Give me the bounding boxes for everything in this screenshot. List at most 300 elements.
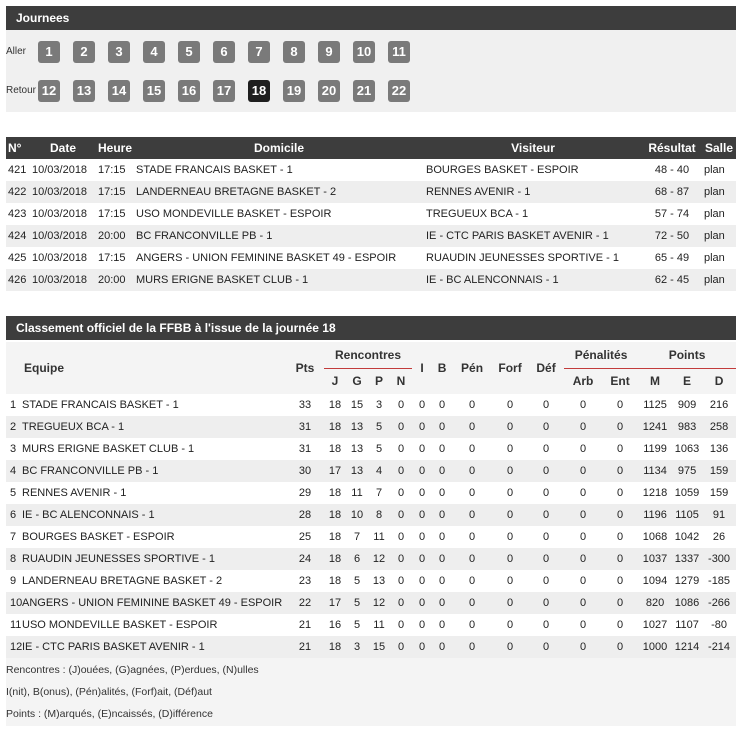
match-date: 10/03/2018 [32,186,88,198]
stat-j: 17 [328,597,342,609]
match-row [6,159,736,181]
stat-forf: 0 [506,531,514,543]
standings-row [6,416,736,438]
col-forf: Forf [498,361,522,375]
team-name: MURS ERIGNE BASKET CLUB - 1 [22,443,195,455]
match-date: 10/03/2018 [32,274,88,286]
stat-i: 0 [418,597,426,609]
stat-e: 1059 [674,487,700,499]
stat-def: 0 [542,641,550,653]
stat-pen: 0 [468,399,476,411]
team-cell [6,548,286,570]
match-visiteur: IE - BC ALENCONNAIS - 1 [426,274,559,286]
stat-e: 1086 [674,597,700,609]
day-button-9[interactable]: 9 [318,41,340,63]
stat-i: 0 [418,443,426,455]
stat-m: 1241 [642,421,668,433]
stat-j: 18 [328,575,342,587]
stat-pts: 24 [298,553,312,565]
stat-b: 0 [438,619,446,631]
stat-ent: 0 [616,641,624,653]
match-visiteur: RUAUDIN JEUNESSES SPORTIVE - 1 [426,252,619,264]
stat-forf: 0 [506,399,514,411]
col-heure: Heure [98,141,133,155]
day-button-2[interactable]: 2 [73,41,95,63]
stat-n: 0 [397,619,405,631]
stat-def: 0 [542,619,550,631]
match-domicile: BC FRANCONVILLE PB - 1 [136,230,273,242]
col-def: Déf [536,361,556,375]
team-name: RUAUDIN JEUNESSES SPORTIVE - 1 [22,553,215,565]
journees-title: Journees [16,11,70,25]
stat-n: 0 [397,597,405,609]
team-rank: 2 [10,421,17,433]
col-i: I [420,361,424,375]
team-rank: 11 [10,619,22,631]
match-heure: 17:15 [98,208,126,220]
stat-i: 0 [418,619,426,631]
standings-row [6,614,736,636]
team-cell [6,614,286,636]
col-p: P [374,374,383,389]
journees-header [6,6,736,30]
stat-pen: 0 [468,487,476,499]
stat-m: 1134 [643,465,667,477]
stat-pts: 33 [298,399,312,411]
stat-g: 10 [350,509,364,521]
stat-b: 0 [438,641,446,653]
stat-pts: 25 [298,531,312,543]
day-button-21[interactable]: 21 [353,80,375,102]
stat-p: 3 [375,399,383,411]
match-salle[interactable]: plan [704,208,725,220]
stat-arb: 0 [579,487,587,499]
col-ent: Ent [610,374,630,389]
team-cell [6,394,286,416]
stat-pen: 0 [468,641,476,653]
day-button-6[interactable]: 6 [213,41,235,63]
stat-arb: 0 [579,509,587,521]
team-cell [6,482,286,504]
stat-ent: 0 [616,553,624,565]
stat-d: 91 [712,509,726,521]
team-name: BOURGES BASKET - ESPOIR [22,531,175,543]
team-rank: 12 [10,641,23,653]
standings-row [6,592,736,614]
col-visiteur: Visiteur [511,141,555,155]
stat-m: 1000 [642,641,668,653]
stat-p: 5 [375,443,383,455]
day-button-16[interactable]: 16 [178,80,200,102]
stat-i: 0 [418,575,426,587]
stat-g: 5 [353,597,361,609]
stat-forf: 0 [506,465,514,477]
stat-m: 1068 [642,531,668,543]
col-g: G [352,374,362,389]
stat-m: 1196 [643,509,667,521]
stat-def: 0 [542,531,550,543]
standings-row [6,438,736,460]
stat-j: 18 [328,553,342,565]
col-arb: Arb [572,374,594,389]
col-equipe: Equipe [24,361,65,375]
stat-ent: 0 [616,487,624,499]
stat-d: -214 [708,641,731,653]
stat-pts: 28 [298,509,312,521]
stat-pts: 31 [298,421,312,433]
stat-pen: 0 [468,443,476,455]
stat-m: 1218 [642,487,668,499]
stat-def: 0 [542,597,550,609]
stat-e: 1107 [675,619,699,631]
stat-j: 18 [328,531,342,543]
standings-row [6,460,736,482]
matches-header-row [6,137,736,159]
stat-pts: 23 [298,575,312,587]
standings-row [6,504,736,526]
stat-arb: 0 [579,421,587,433]
match-visiteur: BOURGES BASKET - ESPOIR [426,164,579,176]
stat-e: 1042 [674,531,700,543]
stat-d: -185 [708,575,731,587]
match-resultat: 65 - 49 [654,252,690,264]
match-row [6,203,736,225]
stat-j: 18 [328,509,342,521]
stat-n: 0 [397,531,405,543]
stat-ent: 0 [616,509,624,521]
stat-d: -300 [708,553,731,565]
stat-m: 1199 [643,443,667,455]
team-cell [6,526,286,548]
team-rank: 5 [10,487,17,499]
stat-ent: 0 [616,575,624,587]
day-button-8[interactable]: 8 [283,41,305,63]
stat-b: 0 [438,531,446,543]
match-salle[interactable]: plan [704,230,725,242]
day-button-22[interactable]: 22 [388,80,410,102]
stat-b: 0 [438,443,446,455]
match-heure: 20:00 [98,274,126,286]
match-visiteur: TREGUEUX BCA - 1 [426,208,529,220]
stat-g: 13 [350,443,364,455]
day-button-5[interactable]: 5 [178,41,200,63]
stat-j: 18 [328,487,342,499]
stat-arb: 0 [579,553,587,565]
stat-p: 12 [372,597,386,609]
col-e: E [683,374,692,389]
match-num: 421 [8,164,27,176]
col-salle: Salle [704,141,734,155]
match-salle[interactable]: plan [704,186,725,198]
team-name: IE - CTC PARIS BASKET AVENIR - 1 [22,641,205,653]
col-resultat: Résultat [648,141,696,155]
stat-pen: 0 [468,575,476,587]
stat-def: 0 [542,575,550,587]
stat-pen: 0 [468,421,476,433]
team-cell [6,636,286,658]
stat-arb: 0 [579,575,587,587]
day-button-13[interactable]: 13 [73,80,95,102]
stat-def: 0 [542,465,550,477]
match-num: 422 [8,186,27,198]
team-rank: 3 [10,443,17,455]
day-button-4[interactable]: 4 [143,41,165,63]
col-pts: Pts [295,361,315,375]
match-row [6,247,736,269]
day-button-20[interactable]: 20 [318,80,340,102]
stat-g: 5 [353,575,361,587]
stat-d: 159 [709,487,729,499]
day-button-17[interactable]: 17 [213,80,235,102]
col-m: M [650,374,661,389]
stat-b: 0 [438,399,446,411]
day-button-1[interactable]: 1 [38,41,60,63]
stat-b: 0 [438,421,446,433]
stat-i: 0 [418,399,426,411]
team-rank: 8 [10,553,17,565]
col-date: Date [49,141,76,155]
legend-rencontres: Rencontres : (J)ouées, (G)agnées, (P)erdues, (N)ulles [6,664,259,676]
stat-g: 15 [350,399,364,411]
stat-g: 3 [353,641,361,653]
stat-pen: 0 [468,465,476,477]
stat-d: -80 [711,619,727,631]
stat-i: 0 [418,553,426,565]
stat-def: 0 [542,443,550,455]
stat-ent: 0 [616,421,624,433]
match-salle[interactable]: plan [704,164,725,176]
match-salle[interactable]: plan [704,252,725,264]
standings-row [6,636,736,658]
stat-n: 0 [397,509,405,521]
stat-e: 909 [677,399,697,411]
team-rank: 1 [10,399,17,411]
match-resultat: 72 - 50 [654,230,690,242]
match-domicile: ANGERS - UNION FEMININE BASKET 49 - ESPOIR [136,252,397,264]
stat-p: 4 [375,465,383,477]
stat-ent: 0 [616,619,624,631]
stat-pen: 0 [468,531,476,543]
stat-m: 1094 [642,575,668,587]
stat-arb: 0 [579,597,587,609]
stat-i: 0 [418,531,426,543]
team-name: USO MONDEVILLE BASKET - ESPOIR [22,619,218,631]
stat-arb: 0 [579,619,587,631]
stat-p: 15 [372,641,386,653]
col-j: J [331,374,339,389]
standings-row [6,482,736,504]
stat-arb: 0 [579,399,587,411]
stat-arb: 0 [579,531,587,543]
stat-g: 5 [353,619,361,631]
stat-n: 0 [397,421,405,433]
stat-j: 18 [328,421,342,433]
stat-m: 1037 [642,553,668,565]
stat-n: 0 [397,399,405,411]
stat-e: 1214 [674,641,700,653]
col-d: D [714,374,724,389]
day-button-19[interactable]: 19 [283,80,305,102]
standings-row [6,526,736,548]
stat-i: 0 [418,487,426,499]
stat-e: 975 [677,465,697,477]
stat-def: 0 [542,509,550,521]
stat-g: 13 [350,421,364,433]
stat-g: 7 [353,531,361,543]
day-button-14[interactable]: 14 [108,80,130,102]
group-rencontres: Rencontres [324,342,412,368]
stat-d: -266 [708,597,731,609]
col-b: B [437,361,447,375]
stat-e: 1105 [675,509,699,521]
stat-j: 16 [328,619,342,631]
standings-row [6,570,736,592]
match-heure: 20:00 [98,230,126,242]
match-date: 10/03/2018 [32,164,88,176]
stat-def: 0 [542,487,550,499]
stat-d: 136 [709,443,729,455]
match-heure: 17:15 [98,164,126,176]
team-name: STADE FRANCAIS BASKET - 1 [22,399,179,411]
stat-arb: 0 [579,465,587,477]
team-cell [6,592,286,614]
matches-body [6,159,736,291]
stat-p: 7 [375,487,383,499]
stat-m: 1027 [642,619,668,631]
stat-pen: 0 [468,619,476,631]
team-name: TREGUEUX BCA - 1 [22,421,125,433]
stat-b: 0 [438,509,446,521]
team-cell [6,460,286,482]
stat-j: 18 [328,641,342,653]
standings-row [6,394,736,416]
stat-j: 18 [328,443,342,455]
match-row [6,225,736,247]
standings-body [6,394,736,658]
match-num: 423 [8,208,27,220]
team-cell [6,416,286,438]
stat-def: 0 [542,421,550,433]
stat-pen: 0 [468,553,476,565]
stat-e: 1063 [674,443,700,455]
stat-pts: 31 [298,443,312,455]
stat-p: 13 [372,575,386,587]
stat-n: 0 [397,553,405,565]
stat-n: 0 [397,641,405,653]
team-name: IE - BC ALENCONNAIS - 1 [22,509,155,521]
team-cell [6,504,286,526]
journees-selector [6,30,736,112]
stat-e: 1337 [674,553,700,565]
col-n: N [396,374,406,389]
stat-forf: 0 [506,597,514,609]
stat-forf: 0 [506,487,514,499]
col-num: N° [8,141,22,155]
day-button-15[interactable]: 15 [143,80,165,102]
stat-n: 0 [397,575,405,587]
aller-label: Aller [6,46,27,57]
day-button-18[interactable]: 18 [248,80,270,102]
stat-arb: 0 [579,443,587,455]
stat-arb: 0 [579,641,587,653]
team-rank: 9 [10,575,17,587]
match-salle[interactable]: plan [704,274,725,286]
stat-ent: 0 [616,465,624,477]
stat-j: 18 [328,399,342,411]
match-domicile: LANDERNEAU BRETAGNE BASKET - 2 [136,186,337,198]
stat-pts: 21 [298,641,312,653]
stat-pts: 22 [298,597,312,609]
match-num: 426 [8,274,27,286]
match-visiteur: IE - CTC PARIS BASKET AVENIR - 1 [426,230,609,242]
stat-pts: 21 [298,619,312,631]
stat-pen: 0 [468,509,476,521]
stat-g: 13 [350,465,364,477]
group-points: Points [638,342,736,368]
day-button-10[interactable]: 10 [353,41,375,63]
group-penalites: Pénalités [564,342,638,368]
stat-forf: 0 [506,641,514,653]
standings-header [6,316,736,340]
stat-p: 11 [373,531,385,543]
team-cell [6,438,286,460]
team-rank: 7 [10,531,17,543]
stat-b: 0 [438,575,446,587]
stat-i: 0 [418,421,426,433]
standings-title: Classement officiel de la FFBB à l'issue de la journée 18 [16,321,336,335]
match-resultat: 57 - 74 [654,208,690,220]
match-resultat: 62 - 45 [654,274,690,286]
stat-d: 26 [712,531,726,543]
match-resultat: 48 - 40 [654,164,690,176]
stat-b: 0 [438,553,446,565]
team-name: BC FRANCONVILLE PB - 1 [22,465,159,477]
match-domicile: USO MONDEVILLE BASKET - ESPOIR [136,208,332,220]
team-rank: 6 [10,509,17,521]
team-name: LANDERNEAU BRETAGNE BASKET - 2 [22,575,223,587]
team-name: RENNES AVENIR - 1 [22,487,127,499]
day-button-11[interactable]: 11 [388,41,410,63]
stat-g: 11 [351,487,363,499]
standings-group-row [6,342,736,368]
stat-forf: 0 [506,421,514,433]
stat-forf: 0 [506,553,514,565]
retour-label: Retour [6,85,37,96]
match-heure: 17:15 [98,186,126,198]
stat-p: 11 [373,619,385,631]
stat-n: 0 [397,465,405,477]
match-date: 10/03/2018 [32,208,88,220]
stat-i: 0 [418,465,426,477]
match-resultat: 68 - 87 [654,186,690,198]
match-num: 424 [8,230,27,242]
day-button-12[interactable]: 12 [38,80,60,102]
day-button-7[interactable]: 7 [248,41,270,63]
stat-ent: 0 [616,597,624,609]
stat-ent: 0 [616,443,624,455]
stat-b: 0 [438,465,446,477]
stat-p: 5 [375,421,383,433]
legend-penalites: I(nit), B(onus), (Pén)alités, (Forf)ait, (Déf)aut [6,686,212,698]
day-button-3[interactable]: 3 [108,41,130,63]
stat-b: 0 [438,597,446,609]
stat-p: 12 [372,553,386,565]
stat-g: 6 [353,553,361,565]
match-heure: 17:15 [98,252,126,264]
match-visiteur: RENNES AVENIR - 1 [426,186,531,198]
stat-forf: 0 [506,575,514,587]
stat-ent: 0 [616,531,624,543]
